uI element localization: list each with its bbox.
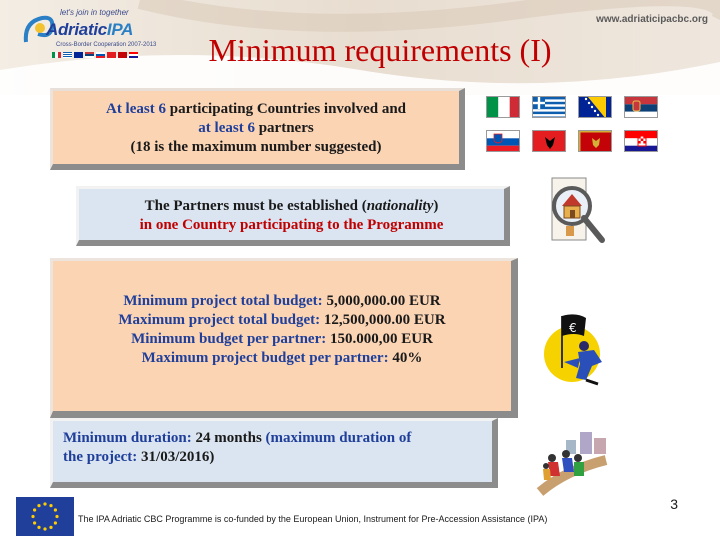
budget-requirements-box [50,258,518,418]
svg-text:€: € [569,321,577,335]
house-magnifier-icon [546,170,610,255]
logo-subtitle: Cross-Border Cooperation 2007-2013 [56,42,157,48]
page-number: 3 [670,496,678,512]
montenegro-flag [578,130,612,152]
partners-requirement-box [50,88,465,170]
site-url[interactable]: www.adriaticipacbc.org [596,14,708,25]
box2-line1: The Partners must be established (nationality) [144,198,439,214]
footer-text: The IPA Adriatic CBC Programme is co-funded by the European Union, Instrument for Pre-Accession Assistance (IPA) [78,514,548,524]
nationality-requirement-box [76,186,510,246]
euro-flag-man-icon [540,306,620,391]
budget-row: Maximum project total budget: 12,500,000.00 EUR [118,312,446,328]
people-walking-icon [536,430,612,501]
box1-line3: (18 is the maximum number suggested) [130,139,382,155]
slide-title: Minimum requirements (I) [208,32,552,68]
box1-line2: at least 6 partners [198,120,314,136]
logo-tagline: let's join in together [60,8,129,17]
bosnia-flag [578,96,612,118]
budget-row: Minimum project total budget: 5,000,000.00 EUR [123,293,441,309]
box4-line2: the project: 31/03/2016) [63,449,215,465]
greece-flag [532,96,566,118]
logo-flags [52,52,138,58]
box4-line1: Minimum duration: 24 months (maximum duration of [63,430,412,446]
box1-line1: At least 6 participating Countries involved and [105,101,407,117]
serbia-flag [624,96,658,118]
croatia-flag [624,130,658,152]
adriatic-ipa-logo[interactable] [22,6,157,68]
box2-line2: in one Country participating to the Programme [139,217,444,233]
slovenia-flag [486,130,520,152]
italy-flag [486,96,520,118]
albania-flag [532,130,566,152]
budget-row: Maximum project budget per partner: 40% [141,350,423,366]
logo-name: AdriaticIPA [46,20,134,39]
eu-flag-icon [16,497,74,536]
duration-requirement-box [50,418,498,488]
budget-row: Minimum budget per partner: 150.000,00 EUR [131,331,433,347]
